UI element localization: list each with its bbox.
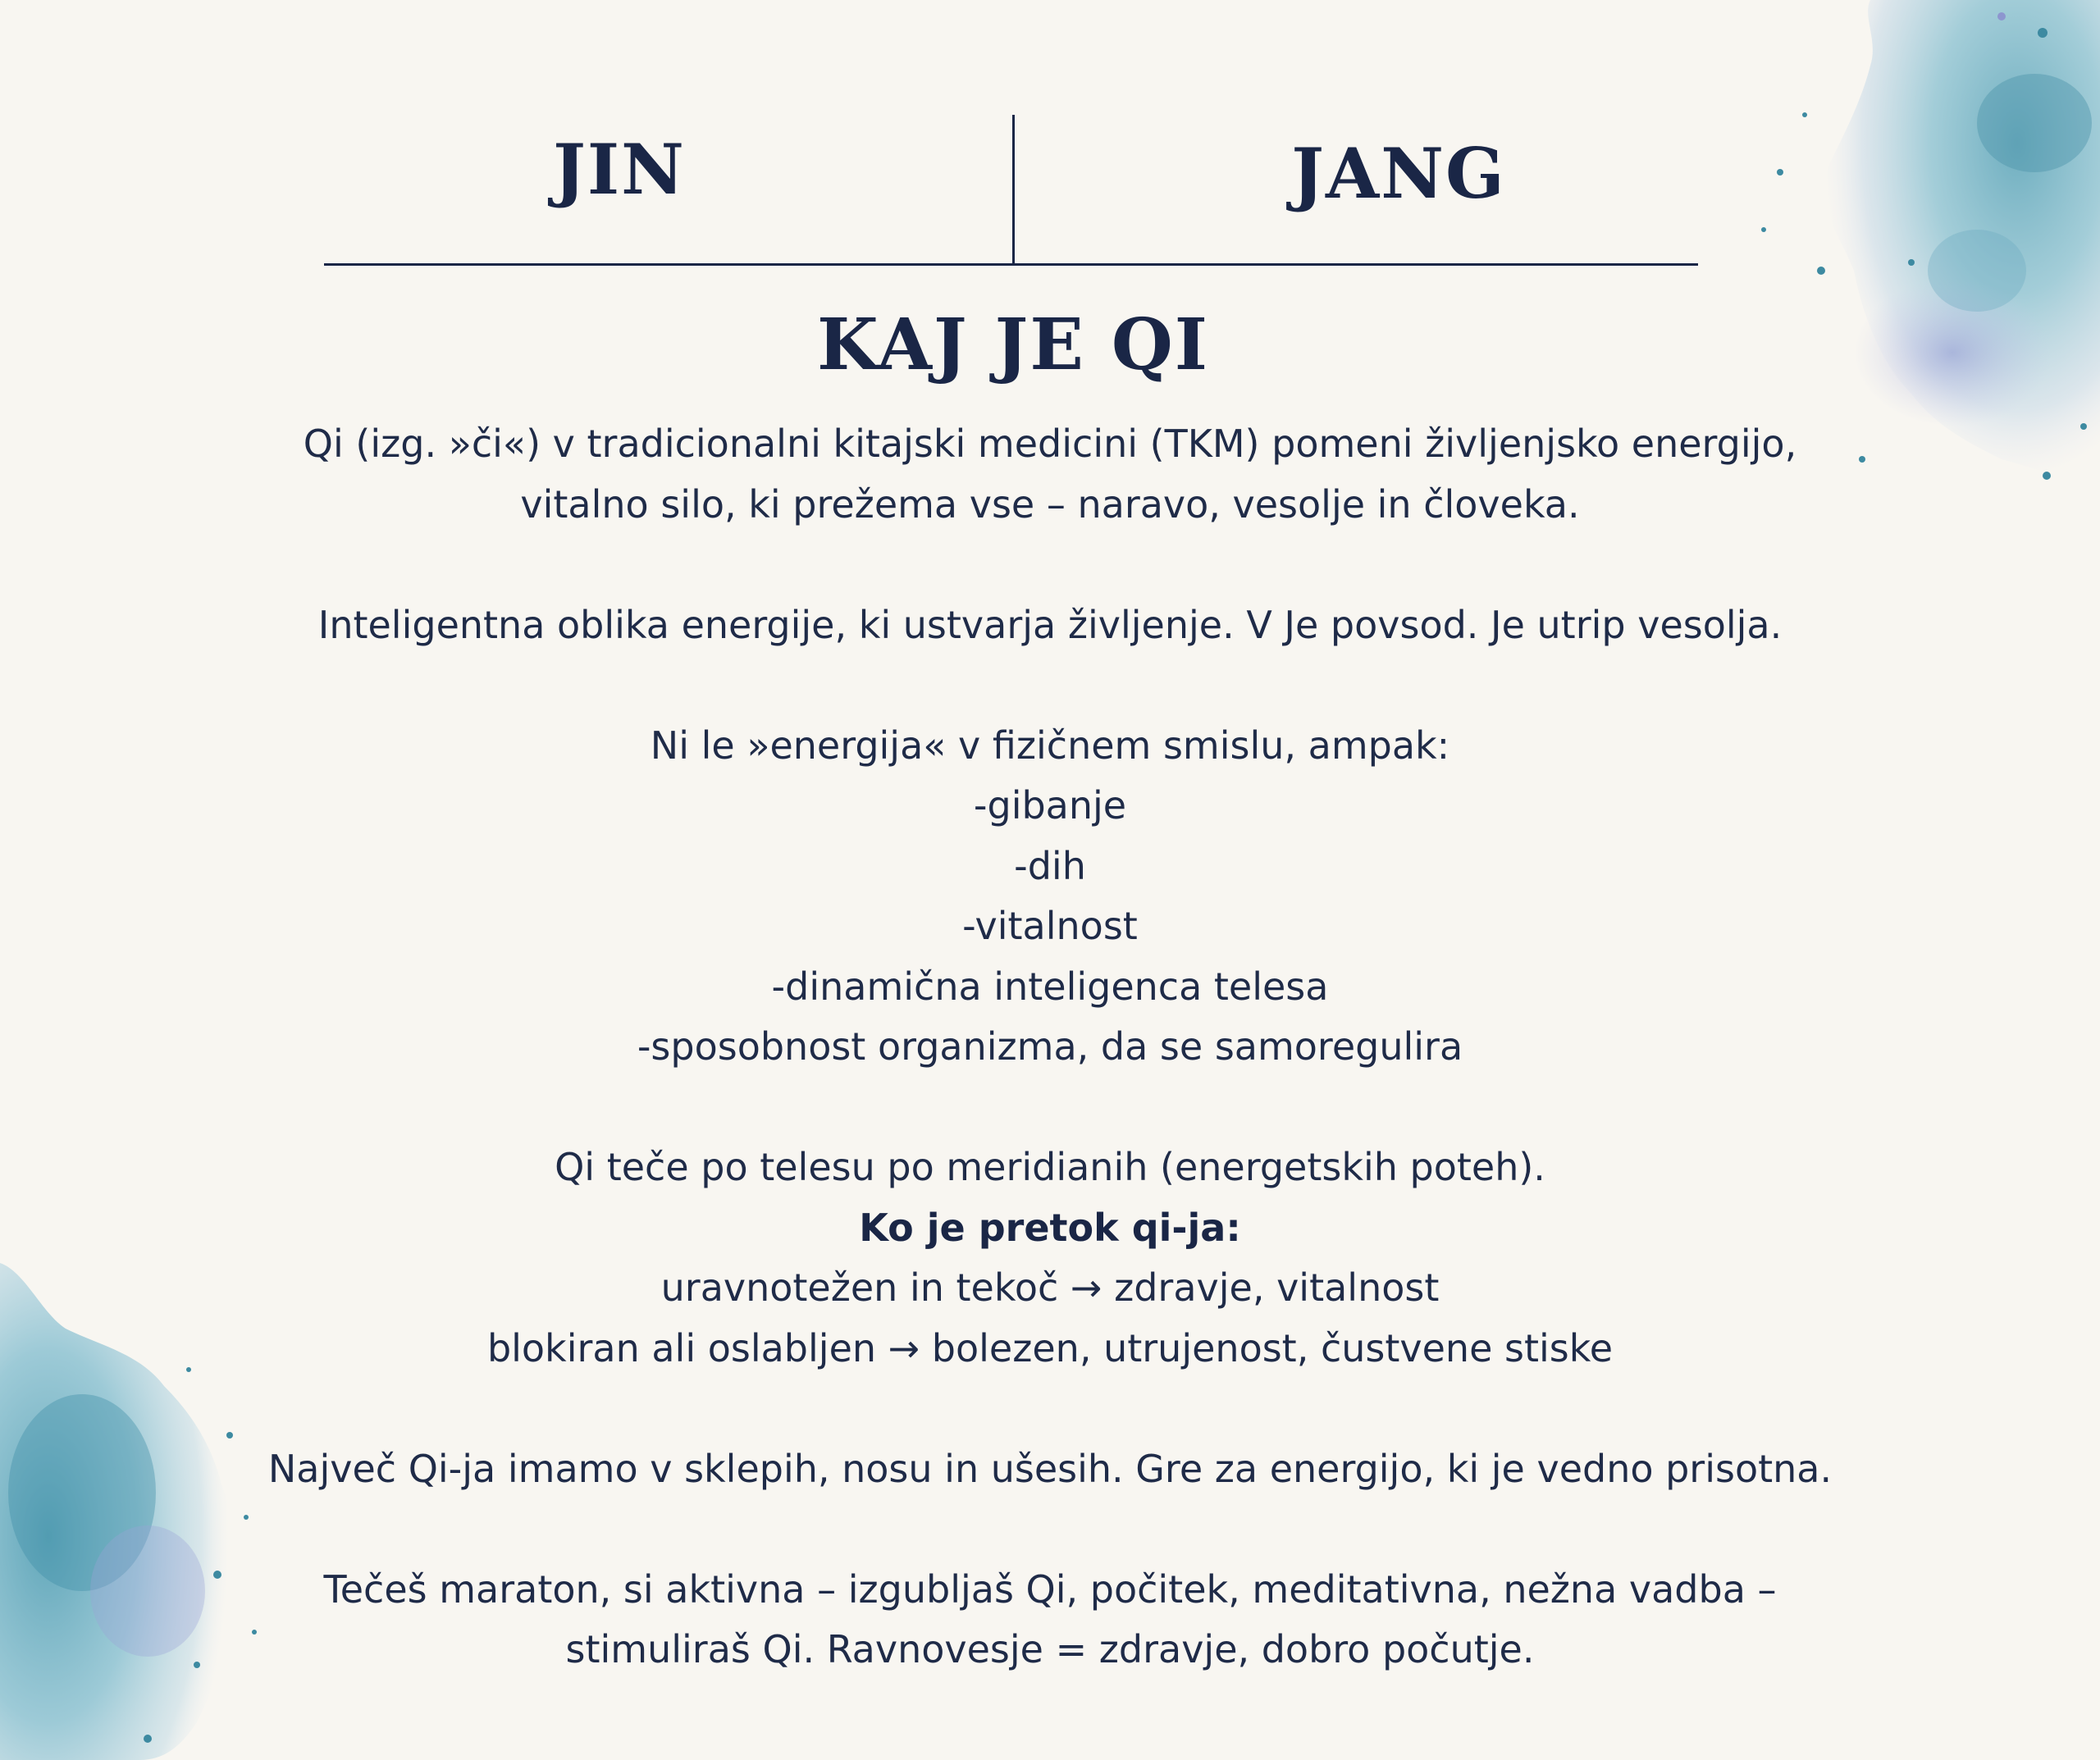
paragraph-5-heading: Ko je pretok qi-ja: [859,1205,1241,1250]
spacer [230,1078,1870,1138]
page-title: KAJ JE QI [817,303,1209,386]
body-text [230,414,1870,1680]
spacer [230,655,1870,716]
list-item: -dinamična inteligenca telesa [771,964,1329,1009]
paragraph-5-line-1: uravnotežen in tekoč → zdravje, vitalnost [660,1265,1440,1310]
header-vertical-divider [1012,115,1015,265]
list-item: -dih [1014,843,1086,888]
paragraph-7-line-1: Tečeš maraton, si aktivna – izgubljaš Qi, počitek, meditativna, nežna vadba – [323,1566,1777,1612]
spacer [230,1379,1870,1439]
list-item: -gibanje [973,783,1127,828]
paragraph-6: Največ Qi-ja imamo v sklepih, nosu in ušesih. Gre za energijo, ki je vedno prisotna. [267,1446,1833,1491]
header-jin: JIN [553,129,686,210]
spacer [230,535,1870,595]
list-item: -sposobnost organizma, da se samoregulira [637,1024,1463,1069]
paragraph-4: Qi teče po telesu po meridianih (energetskih poteh). [555,1145,1545,1189]
paragraph-1-line-1: Qi (izg. »či«) v tradicionalni kitajski medicini (TKM) pomeni življenjsko energijo, [303,422,1797,466]
header-horizontal-divider [324,263,1698,266]
paragraph-1-line-2: vitalno silo, ki prežema vse – naravo, vesolje in človeka. [520,481,1580,527]
paragraph-7-line-2: stimuliraš Qi. Ravnovesje = zdravje, dobro počutje. [565,1627,1535,1671]
watercolor-splash-bottom-left [0,1247,262,1760]
spacer [230,1499,1870,1560]
list-item: -vitalnost [962,904,1138,948]
paragraph-3-intro: Ni le »energija« v fizičnem smislu, ampak: [650,723,1450,768]
header-jang: JANG [1291,133,1506,214]
paragraph-2: Inteligentna oblika energije, ki ustvarja življenje. V Je povsod. Je utrip vesolja. [317,602,1783,647]
paragraph-5-line-2: blokiran ali oslabljen → bolezen, utrujenost, čustvene stiske [486,1325,1614,1370]
